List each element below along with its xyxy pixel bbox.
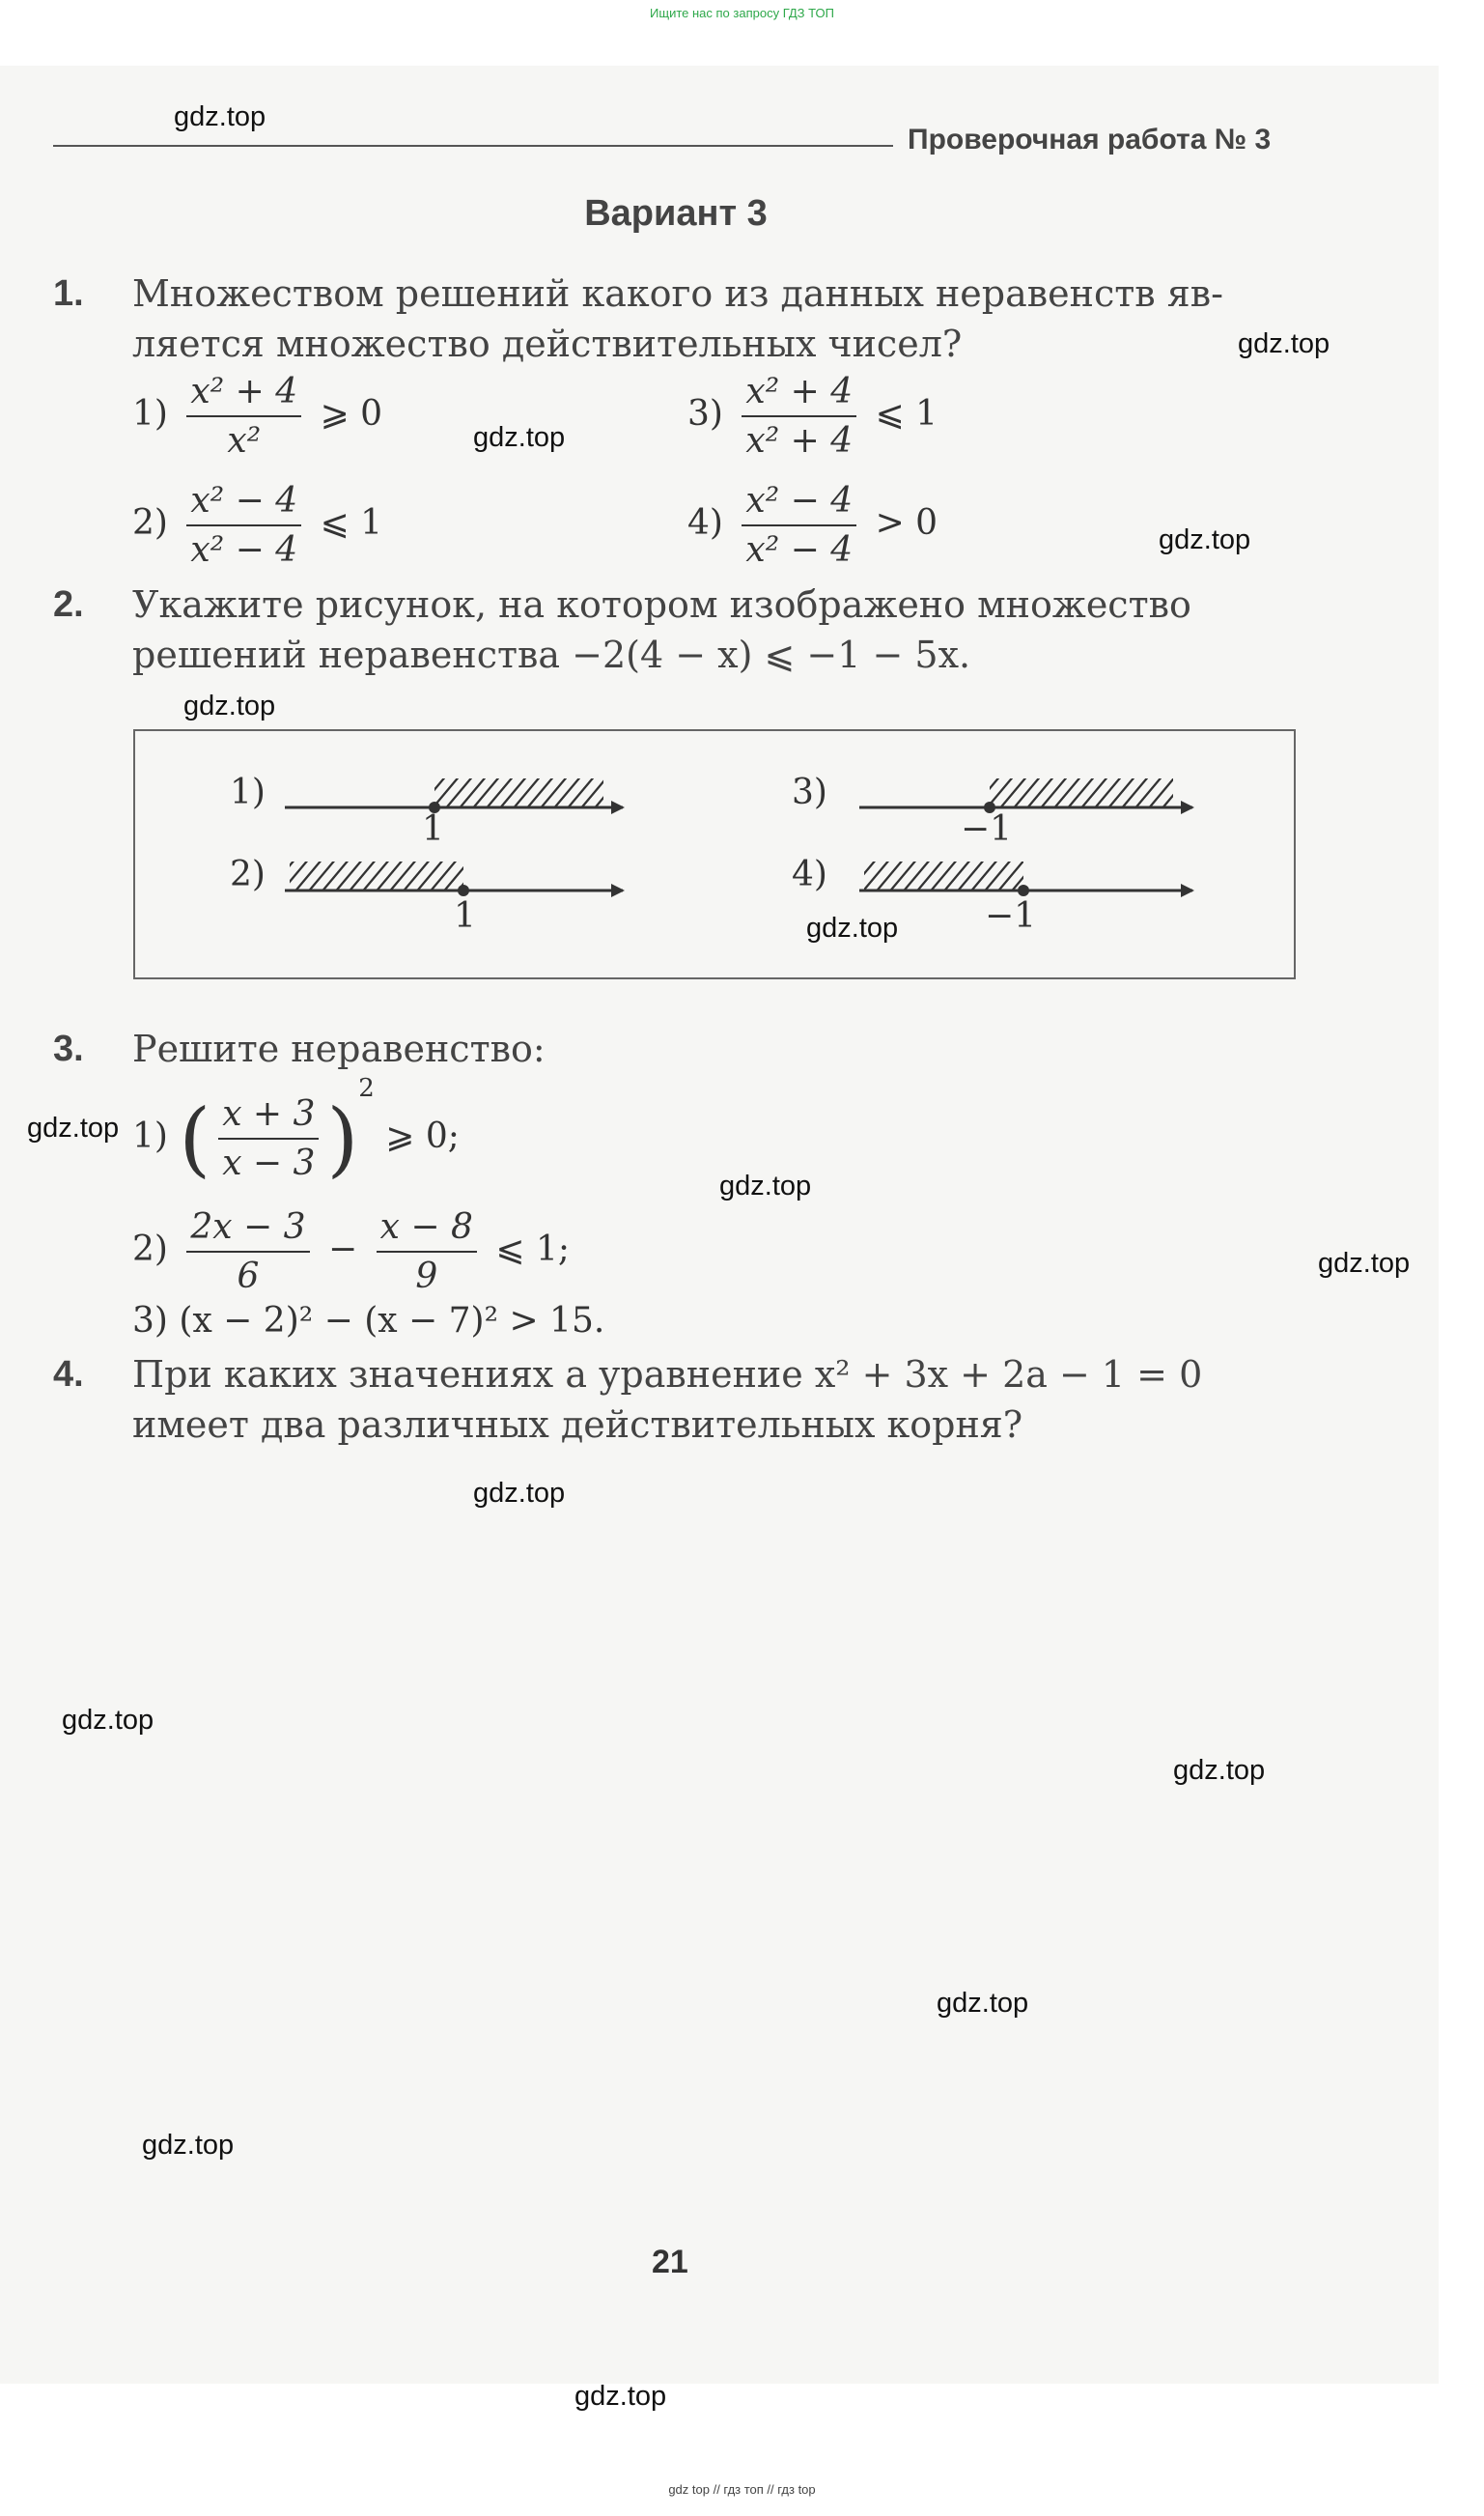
q4-text-line2: имеет два различных действительных корня?: [132, 1403, 1023, 1446]
q1-option-1: 1) $\frac{\text{x² + 4}}{\text{x²}}$ ⩾ 0: [132, 372, 383, 461]
nl4-hatch: [864, 862, 1023, 890]
nl4-point: [1018, 885, 1029, 896]
watermark: gdz.top: [142, 2130, 235, 2161]
watermark: gdz.top: [574, 2381, 667, 2412]
q3-option-3: 3) (x − 2)² − (x − 7)² > 15.: [132, 1301, 605, 1341]
q3-option-1: 1) ( $\frac{x + 3}{x - 3}$ )$^2$ ⩾ 0;: [132, 1074, 460, 1186]
watermark: gdz.top: [27, 1113, 120, 1144]
q4-number: 4.: [53, 1354, 84, 1395]
q1-text-line2: ляется множество действительных чисел?: [132, 323, 963, 365]
q1-option-4: 4) $\frac{\text{x² − 4}}{\text{x² − 4}}$ > 0: [687, 481, 938, 570]
q1-option-2: 2) $\frac{\text{x² − 4}}{\text{x² − 4}}$ ⩽ 1: [132, 481, 383, 570]
bottom-links[interactable]: gdz top // гдз топ // гдз top: [668, 2482, 816, 2497]
nl4-label: 4): [792, 855, 827, 894]
q2-text-line1: Укажите рисунок, на котором изображено множество: [132, 583, 1191, 626]
page-number: 21: [652, 2244, 688, 2280]
q2-number: 2.: [53, 584, 84, 625]
watermark: gdz.top: [473, 422, 566, 453]
q3-number: 3.: [53, 1029, 84, 1069]
nl3-tick-label: −1: [961, 809, 1013, 849]
nl2-tick-label: 1: [454, 896, 476, 936]
nl2-hatch: [290, 862, 463, 890]
q3-text: Решите неравенство:: [132, 1028, 546, 1070]
nl1-label: 1): [230, 773, 266, 812]
q1-opt1-denominator: x²: [227, 421, 262, 461]
q1-opt1-numerator: x² + 4: [186, 372, 301, 417]
q1-opt3-numerator: x² + 4: [742, 372, 856, 417]
watermark: gdz.top: [473, 1478, 566, 1509]
watermark: gdz.top: [1173, 1755, 1266, 1786]
nl1-tick-label: 1: [422, 809, 444, 849]
watermark: gdz.top: [937, 1988, 1029, 2019]
q1-opt3-denominator: x² + 4: [745, 421, 854, 461]
watermark: gdz.top: [174, 101, 266, 132]
q3-option-2: 2) $\frac{2x - 3}{6}$ − $\frac{x - 8}{9}$ ⩽ 1;: [132, 1207, 571, 1296]
nl3-label: 3): [792, 773, 827, 812]
watermark: gdz.top: [806, 913, 899, 944]
watermark: gdz.top: [1238, 328, 1330, 359]
q1-opt4-denominator: x² − 4: [745, 530, 854, 570]
variant-title: Вариант 3: [584, 193, 768, 234]
q2-text-line2: решений неравенства −2(4 − x) ⩽ −1 − 5x.: [132, 634, 971, 676]
nl4-tick-label: −1: [985, 896, 1037, 936]
number-lines-figure: [0, 0, 1484, 1062]
nl2-label: 2): [230, 855, 266, 894]
q4-text-line1: При каких значениях a уравнение x² + 3x + 2a − 1 = 0: [132, 1353, 1203, 1396]
nl2-point: [458, 885, 469, 896]
watermark: gdz.top: [62, 1705, 154, 1736]
nl3-hatch: [990, 778, 1173, 807]
q1-opt4-numerator: x² − 4: [742, 481, 856, 526]
q1-opt2-numerator: x² − 4: [186, 481, 301, 526]
nl1-hatch: [434, 778, 603, 807]
watermark: gdz.top: [719, 1171, 812, 1201]
q1-option-3: 3) $\frac{\text{x² + 4}}{\text{x² + 4}}$ ⩽ 1: [687, 372, 938, 461]
watermark: gdz.top: [183, 691, 276, 721]
q1-text-line1: Множеством решений какого из данных неравенств яв-: [132, 272, 1223, 315]
q1-number: 1.: [53, 273, 84, 314]
header-title: Проверочная работа № 3: [908, 124, 1272, 155]
q1-opt2-denominator: x² − 4: [190, 530, 298, 570]
top-search-link[interactable]: Ищите нас по запросу ГДЗ ТОП: [650, 6, 834, 20]
watermark: gdz.top: [1159, 524, 1251, 555]
watermark: gdz.top: [1318, 1248, 1411, 1279]
